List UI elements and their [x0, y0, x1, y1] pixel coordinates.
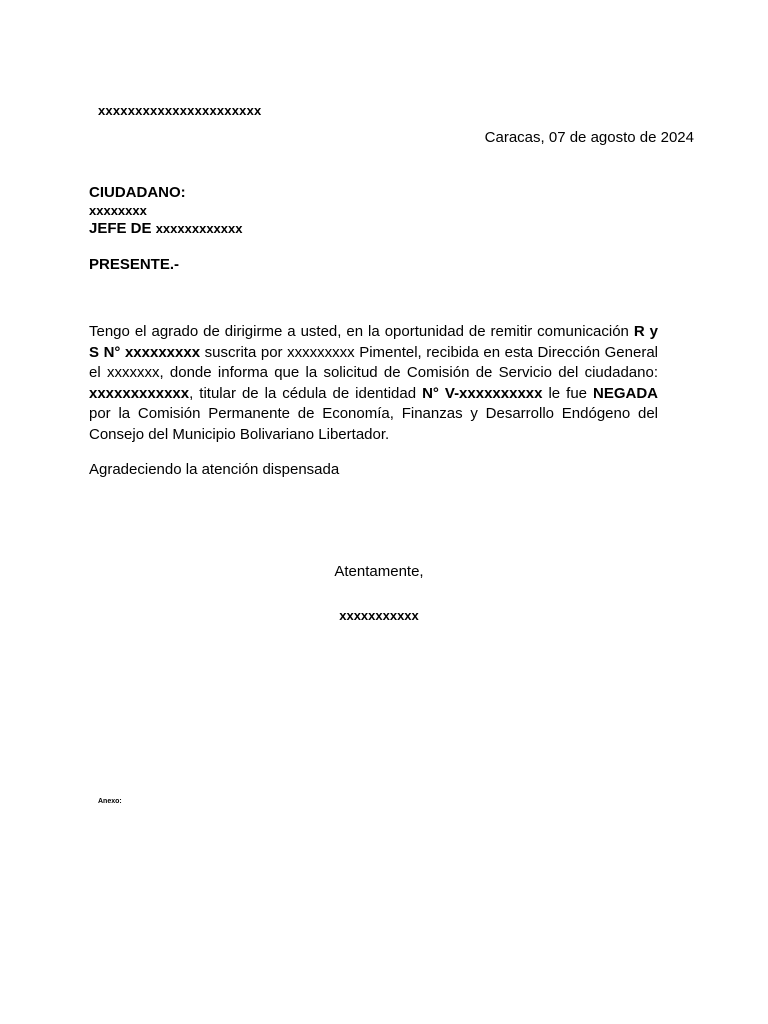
recipient-block — [89, 184, 242, 238]
body-text-1: Tengo el agrado de dirigirme a usted, en la oportunidad de remitir comunicación — [89, 323, 634, 340]
signer-name: xxxxxxxxxxx — [339, 608, 419, 623]
body-text-4: le fue — [542, 384, 593, 402]
body-text-3: , titular de la cédula de identidad — [189, 384, 423, 402]
id-number: N° V-xxxxxxxxxx — [422, 384, 543, 402]
body-text-5: por la Comisión Permanente de Economía, Finanzas y Desarrollo Endógeno del Consejo del Municipio Bolivariano Libertador. — [89, 405, 658, 443]
salutation: Atentamente, — [334, 563, 424, 580]
recipient-name: xxxxxxxx — [89, 203, 147, 218]
citizen-name: xxxxxxxxxxxx — [89, 384, 190, 402]
reference-number: R y S N° xxxxxxxxx — [89, 323, 658, 361]
recipient-position-prefix: JEFE DE — [89, 220, 152, 237]
body-paragraph — [89, 322, 658, 446]
letter-date: Caracas, 07 de agosto de 2024 — [484, 129, 694, 146]
closing-line: Agradeciendo la atención dispensada — [89, 461, 340, 478]
body-text-2: suscrita por xxxxxxxxx Pimentel, recibida en esta Dirección General el xxxxxxx, donde informa que la solicitud de Comisión de Servicio del ciudadano: — [89, 343, 658, 382]
recipient-position — [89, 220, 242, 238]
letterhead: xxxxxxxxxxxxxxxxxxxxxx — [98, 103, 262, 118]
presente-heading: PRESENTE.- — [89, 256, 180, 273]
annex-label: Anexo: — [98, 798, 122, 805]
recipient-position-value: xxxxxxxxxxxx — [155, 221, 243, 236]
recipient-label: CIUDADANO: — [89, 184, 186, 201]
decision-word: NEGADA — [593, 384, 659, 402]
